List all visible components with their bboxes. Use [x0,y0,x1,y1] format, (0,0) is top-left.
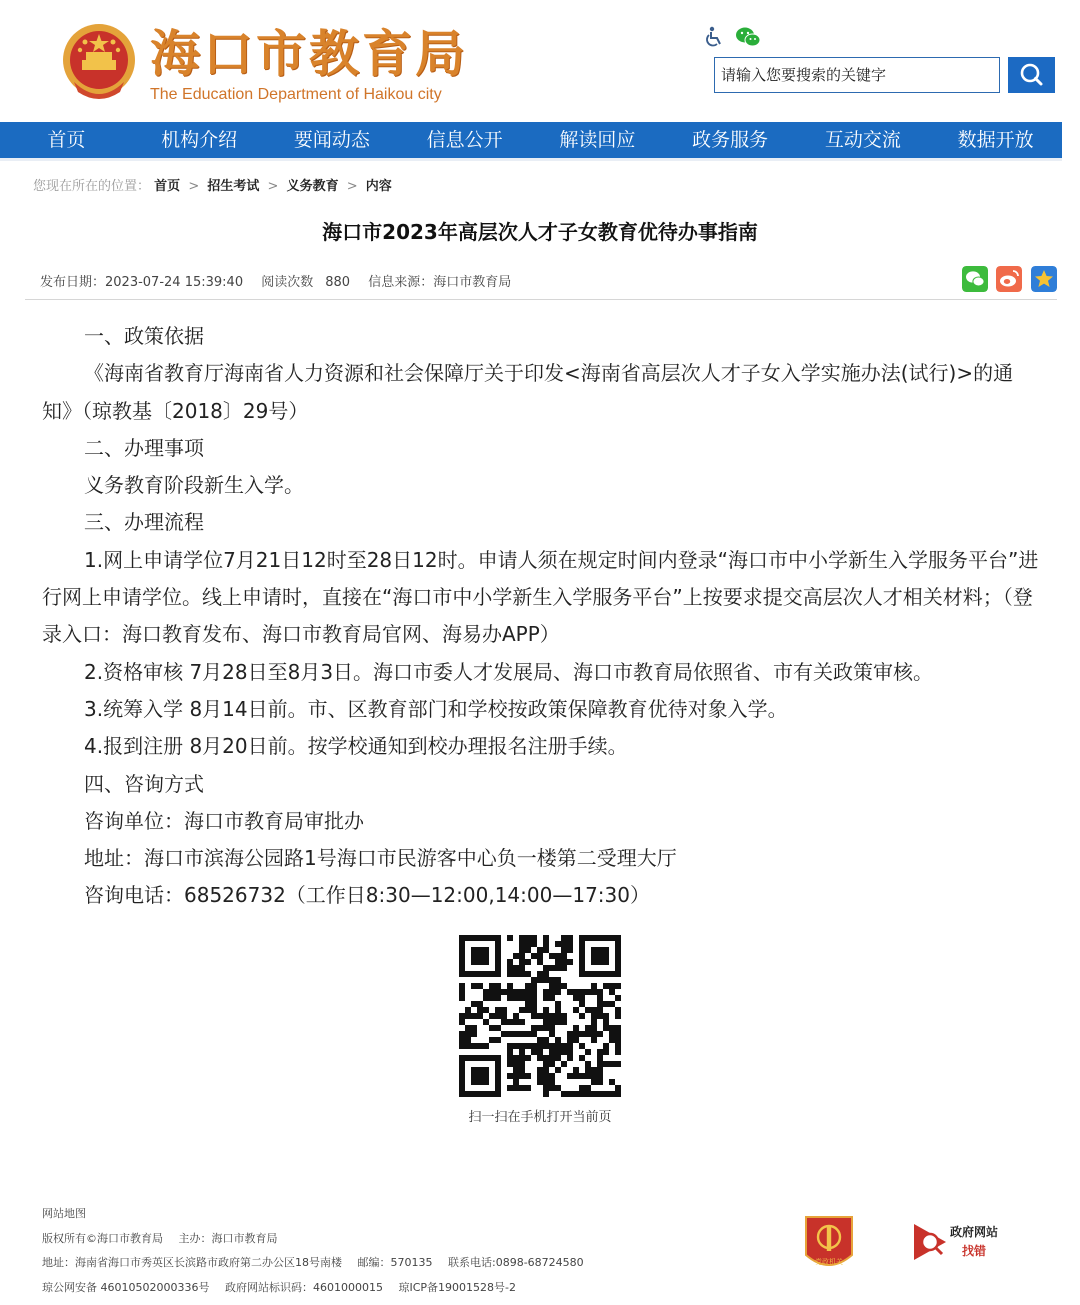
footer-icp[interactable]: 琼ICP备19001528号-2 [398,1280,516,1294]
paragraph: 地址：海口市滨海公园路1号海口市民游客中心负一楼第二受理大厅 [84,846,677,871]
read-count [261,275,350,290]
read-count-label: 阅读次数 [261,275,314,290]
accessibility-icon[interactable] [703,26,725,48]
breadcrumb-compulsory-edu[interactable]: 义务教育 [286,179,339,194]
article-title: 海口市2023年高层次人才子女教育优待办事指南 [322,220,758,244]
nav-interpretation[interactable]: 解读回应 [559,129,636,151]
publish-date-value: 2023-07-24 15:39:40 [105,275,244,290]
site-logo-text[interactable]: 海口市教育局 [150,25,468,83]
gov-find-line2: 找错 [962,1244,987,1258]
site-logo-english: The Education Department of Haikou city [150,86,442,103]
breadcrumb-content[interactable]: 内容 [365,179,392,194]
wechat-share-icon[interactable] [962,266,988,292]
footer-host: 主办：海口市教育局 [178,1231,278,1245]
section-heading: 三、办理流程 [84,510,204,535]
title-divider [25,299,1057,300]
nav-gov-services[interactable]: 政务服务 [692,129,769,151]
article-body [42,318,1042,915]
main-nav [0,122,1062,161]
breadcrumb-separator: > [267,179,279,194]
site-header [0,0,1080,122]
gov-find-line1: 政府网站 [950,1225,999,1239]
publish-date [40,275,243,290]
breadcrumb-separator: > [188,179,200,194]
qr-code-icon [459,935,621,1097]
read-count-value: 880 [325,275,351,290]
favorite-star-icon[interactable] [1031,266,1057,292]
paragraph: 咨询电话：68526732（工作日8:30—12:00,14:00—17:30） [84,883,650,908]
info-source [368,275,511,290]
nav-interaction[interactable]: 互动交流 [824,129,901,151]
nav-news[interactable]: 要闻动态 [293,129,370,151]
weibo-share-icon[interactable] [996,266,1022,292]
wechat-icon[interactable] [735,26,761,48]
paragraph: 1.网上申请学位7月21日12时至28日12时。申请人须在规定时间内登录“海口市中小学新生入学服务平台”进行网上申请学位。线上申请时，直接在“海口市中小学新生入学服务平台”上按要求提交高层次人才相关材料；（登录入口：海口教育发布、海口市教育局官网、海易办APP） [42,547,1039,647]
paragraph: 4.报到注册 8月20日前。按学校通知到校办理报名注册手续。 [84,734,628,759]
nav-about[interactable]: 机构介绍 [161,129,238,151]
breadcrumb-prefix: 您现在所在的位置： [33,179,151,194]
nav-open-data[interactable]: 数据开放 [957,129,1034,151]
article-meta [40,271,525,290]
breadcrumb [33,175,392,194]
footer-postcode: 邮编：570135 [357,1256,433,1269]
breadcrumb-separator: > [346,179,358,194]
section-heading: 二、办理事项 [84,435,204,460]
footer-site-id: 政府网站标识码：4601000015 [224,1280,383,1294]
gov-website-error-report[interactable] [912,1218,1012,1264]
paragraph: 咨询单位：海口市教育局审批办 [84,808,364,833]
paragraph: 《海南省教育厅海南省人力资源和社会保障厅关于印发<海南省高层次人才子女入学实施办法(试行)>的通知》（琼教基〔2018〕29号） [42,361,1014,423]
footer-phone: 联系电话:0898-68724580 [448,1256,584,1269]
publish-date-label: 发布日期： [40,275,106,290]
party-government-badge-icon[interactable] [802,1213,856,1275]
paragraph: 2.资格审核 7月28日至8月3日。海口市委人才发展局、海口市教育局依照省、市有关政策审核。 [84,659,934,684]
footer-copyright: 版权所有©海口市教育局 [42,1231,163,1245]
footer-police-record[interactable]: 琼公网安备 46010502000336号 [42,1280,210,1294]
breadcrumb-home[interactable]: 首页 [154,179,181,194]
section-heading: 一、政策依据 [84,324,204,348]
paragraph: 义务教育阶段新生入学。 [84,473,304,498]
info-source-label: 信息来源： [368,275,434,290]
site-footer [42,1202,596,1300]
footer-address: 地址：海南省海口市秀英区长滨路市政府第二办公区18号南楼 [42,1256,342,1269]
paragraph: 3.统筹入学 8月14日前。市、区教育部门和学校按政策保障教育优待对象入学。 [84,696,788,721]
info-source-value: 海口市教育局 [433,275,512,290]
qr-caption: 扫一扫在手机打开当前页 [468,1110,612,1125]
search-icon [1008,57,1055,93]
search-button[interactable] [1008,57,1055,93]
sitemap-link[interactable]: 网站地图 [42,1207,86,1220]
breadcrumb-admissions[interactable]: 招生考试 [207,179,260,194]
nav-info-disclosure[interactable]: 信息公开 [426,129,503,151]
national-emblem-icon [60,20,138,104]
nav-home[interactable]: 首页 [47,129,86,151]
search-input[interactable] [714,57,1000,93]
section-heading: 四、咨询方式 [84,771,204,796]
party-badge-text: 党政机关 [815,1258,843,1266]
